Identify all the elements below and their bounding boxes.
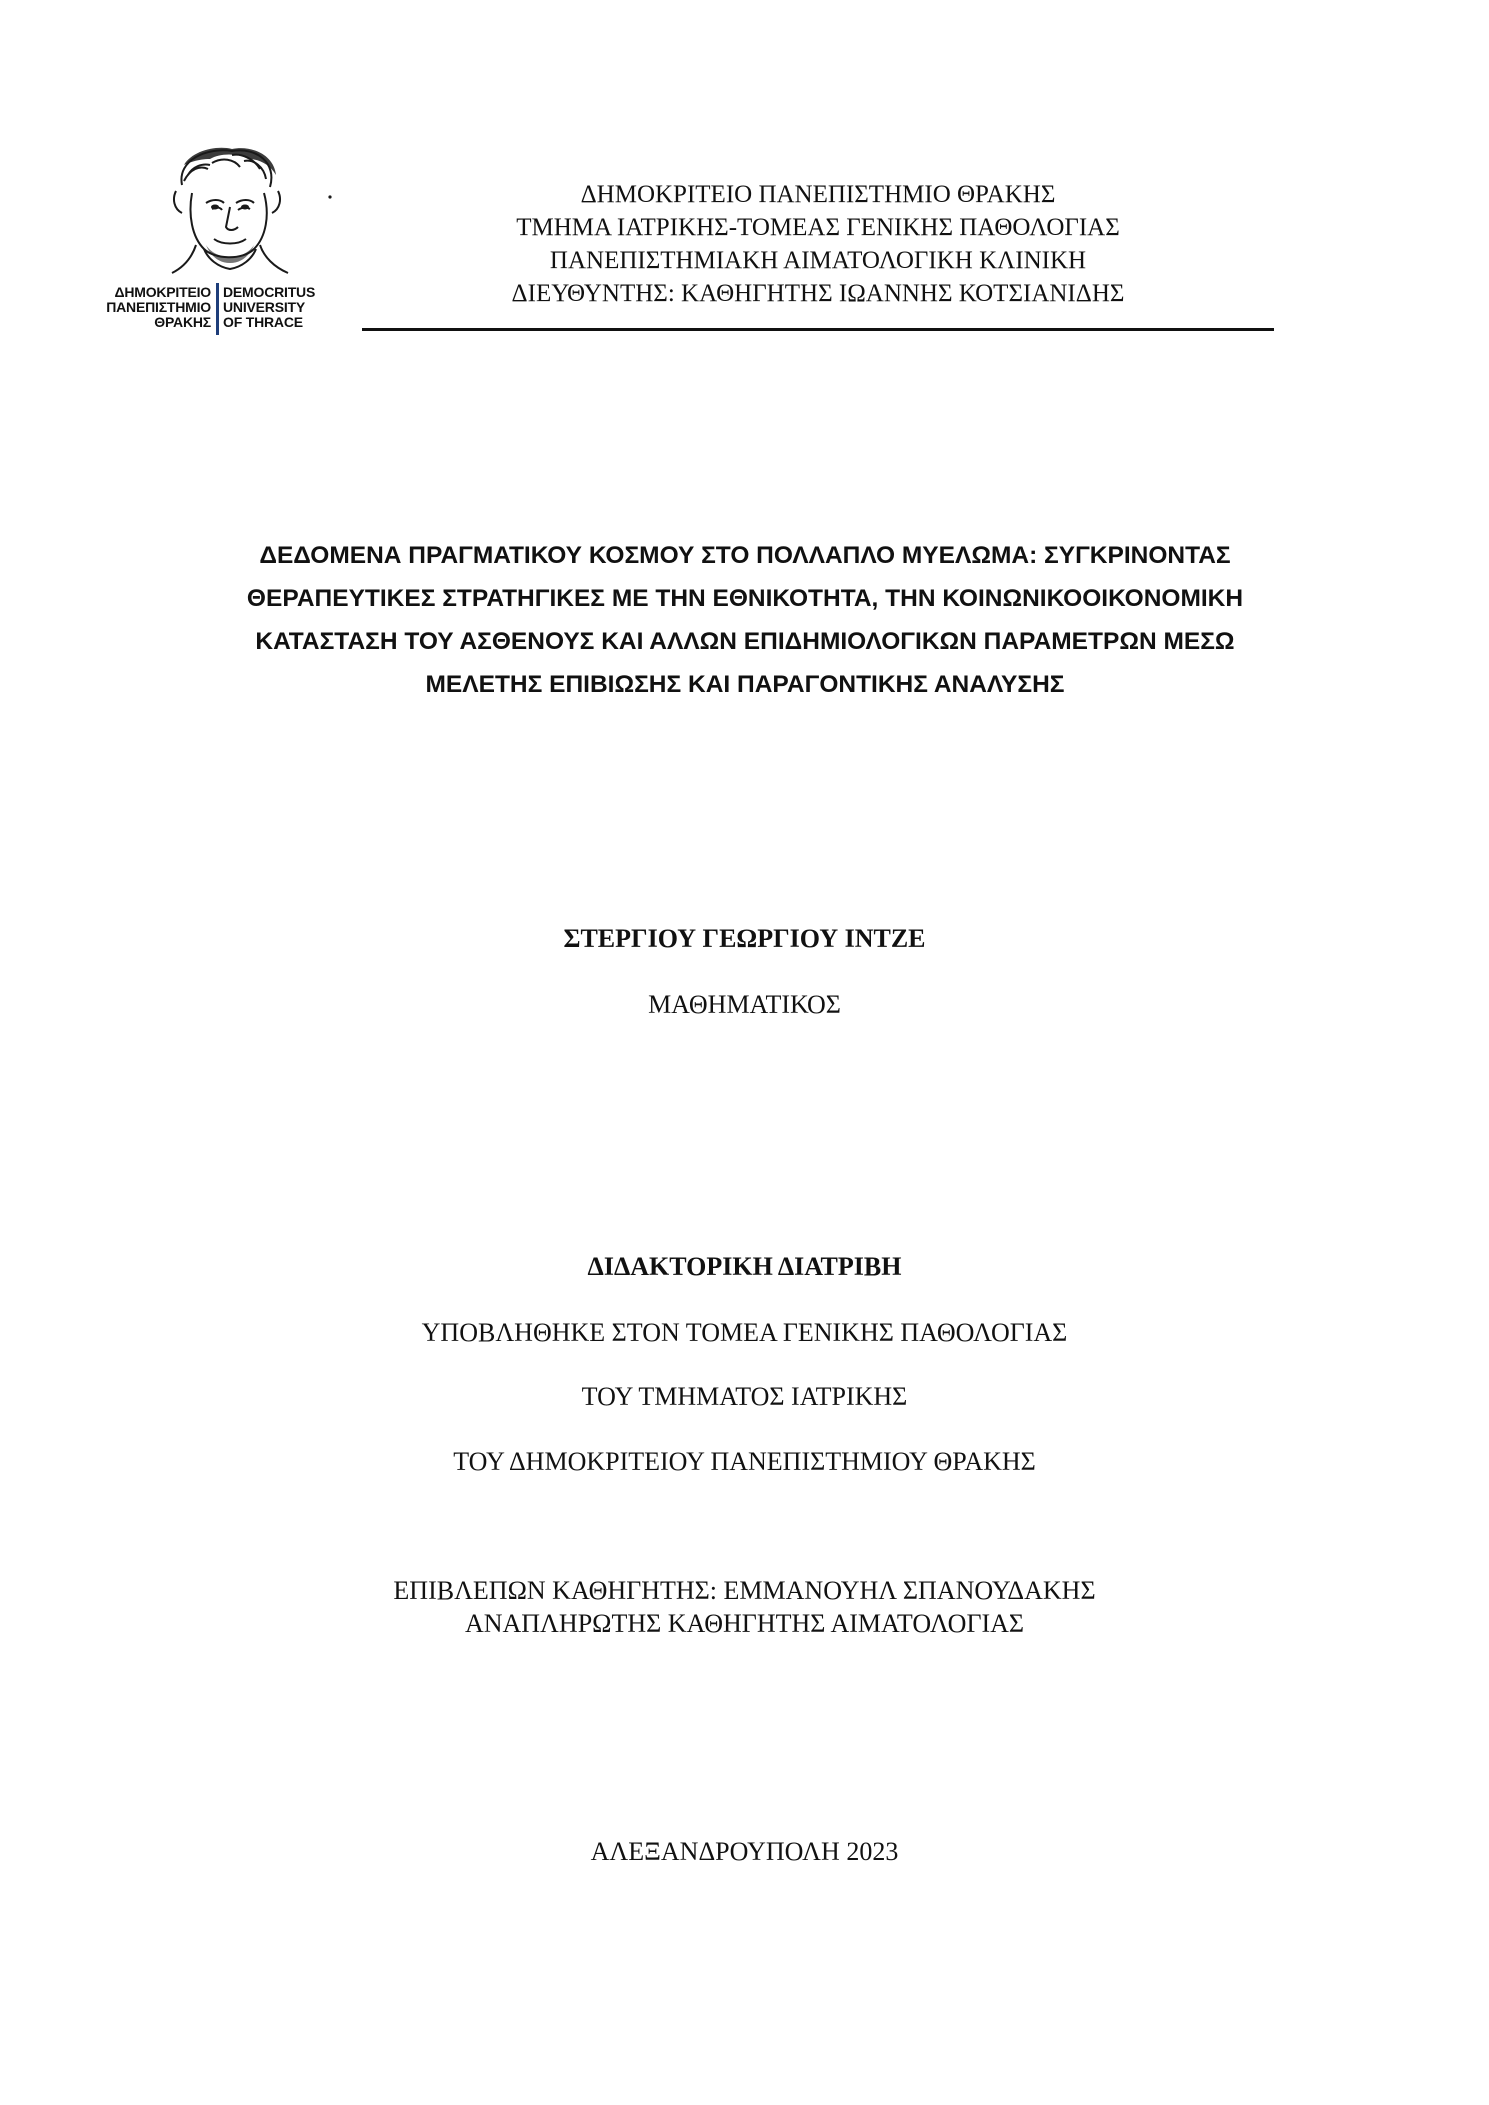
university-logo [92, 145, 344, 335]
logo-name-english: DEMOCRITUS UNIVERSITY OF THRACE [223, 284, 316, 330]
logo-divider [216, 283, 219, 335]
header-line-clinic: ΠΑΝΕΠΙΣΤΗΜΙΑΚΗ ΑΙΜΑΤΟΛΟΓΙΚΗ ΚΛΙΝΙΚΗ [549, 247, 1087, 274]
supervisor-name: ΕΠΙΒΛΕΠΩΝ ΚΑΘΗΓΗΤΗΣ: ΕΜΜΑΝΟΥΗΛ ΣΠΑΝΟΥΔΑΚΗΣ [393, 1576, 1096, 1605]
header-divider [362, 328, 1274, 331]
title-line: ΚΑΤΑΣΤΑΣΗ ΤΟΥ ΑΣΘΕΝΟΥΣ ΚΑΙ ΑΛΛΩΝ ΕΠΙΔΗΜΙΟΛΟΓΙΚΩΝ ΠΑΡΑΜΕΤΡΩΝ ΜΕΣΩ [255, 628, 1235, 655]
author-profession: ΜΑΘΗΜΑΤΙΚΟΣ [648, 990, 841, 1019]
logo-name-greek: ΔΗΜΟΚΡΙΤΕΙΟ ΠΑΝΕΠΙΣΤΗΜΙΟ ΘΡΑΚΗΣ [106, 284, 211, 330]
header-line-director: ΔΙΕΥΘΥΝΤΗΣ: ΚΑΘΗΓΗΤΗΣ ΙΩΑΝΝΗΣ ΚΟΤΣΙΑΝΙΔΗΣ [511, 280, 1125, 307]
title-line: ΔΕΔΟΜΕΝΑ ΠΡΑΓΜΑΤΙΚΟΥ ΚΟΣΜΟΥ ΣΤΟ ΠΟΛΛΑΠΛΟ ΜΥΕΛΩΜΑ: ΣΥΓΚΡΙΝΟΝΤΑΣ [259, 542, 1231, 569]
institution-header [362, 178, 1274, 310]
title-line: ΘΕΡΑΠΕΥΤΙΚΕΣ ΣΤΡΑΤΗΓΙΚΕΣ ΜΕ ΤΗΝ ΕΘΝΙΚΟΤΗΤΑ, ΤΗΝ ΚΟΙΝΩΝΙΚΟΟΙΚΟΝΟΜΙΚΗ [246, 585, 1244, 612]
header-line-department: ΤΜΗΜΑ ΙΑΤΡΙΚΗΣ-ΤΟΜΕΑΣ ΓΕΝΙΚΗΣ ΠΑΘΟΛΟΓΙΑΣ [516, 214, 1120, 241]
submitted-line-2: ΤΟΥ ΤΜΗΜΑΤΟΣ ΙΑΤΡΙΚΗΣ [581, 1382, 908, 1411]
supervisor-title: ΑΝΑΠΛΗΡΩΤΗΣ ΚΑΘΗΓΗΤΗΣ ΑΙΜΑΤΟΛΟΓΙΑΣ [464, 1609, 1025, 1638]
place-year: ΑΛΕΞΑΝΔΡΟΥΠΟΛΗ 2023 [590, 1837, 899, 1866]
thesis-title [180, 534, 1310, 706]
submitted-line-1: ΥΠΟΒΛΗΘΗΚΕ ΣΤΟΝ ΤΟΜΕΑ ΓΕΝΙΚΗΣ ΠΑΘΟΛΟΓΙΑΣ [421, 1318, 1068, 1347]
header-line-university: ΔΗΜΟΚΡΙΤΕΙΟ ΠΑΝΕΠΙΣΤΗΜΙΟ ΘΡΑΚΗΣ [580, 181, 1056, 208]
title-line: ΜΕΛΕΤΗΣ ΕΠΙΒΙΩΣΗΣ ΚΑΙ ΠΑΡΑΓΟΝΤΙΚΗΣ ΑΝΑΛΥΣΗΣ [425, 671, 1065, 698]
democritus-bust-icon [92, 145, 344, 280]
thesis-type: ΔΙΔΑΚΤΟΡΙΚΗ ΔΙΑΤΡΙΒΗ [587, 1252, 902, 1281]
submitted-line-3: ΤΟΥ ΔΗΜΟΚΡΙΤΕΙΟΥ ΠΑΝΕΠΙΣΤΗΜΙΟΥ ΘΡΑΚΗΣ [453, 1447, 1036, 1476]
author-name: ΣΤΕΡΓΙΟΥ ΓΕΩΡΓΙΟΥ ΙΝΤΖΕ [563, 924, 926, 953]
